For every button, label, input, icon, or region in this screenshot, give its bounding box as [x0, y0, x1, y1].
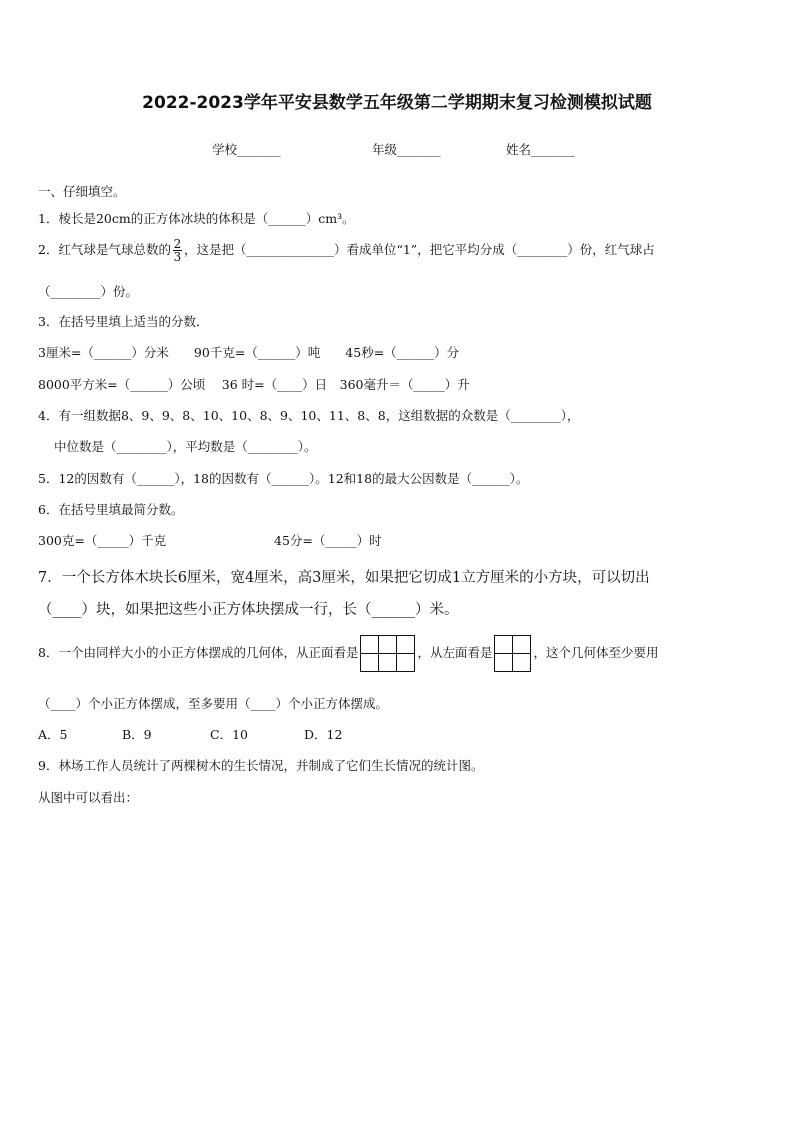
question-5: 5．12的因数有（______），18的因数有（______）。12和18的最大公因数是（______）。 — [38, 471, 529, 486]
front-view-figure — [360, 635, 415, 672]
question-8 — [38, 635, 659, 672]
question-9-line2: 从图中可以看出： — [38, 790, 139, 805]
page-title: 2022-2023学年平安县数学五年级第二学期期末复习检测模拟试题 — [142, 93, 652, 113]
question-8-post: ，这个几何体至少要用 — [533, 645, 659, 660]
left-view-figure — [494, 635, 531, 672]
question-8-mid: ，从左面看是 — [417, 645, 493, 660]
question-6-item-b: 45分=（_____）时 — [274, 533, 382, 548]
question-4-line2: 中位数是（________），平均数是（________）。 — [54, 439, 317, 454]
question-2-post: ，这是把（______________）看成单位“1”，把它平均分成（________）份，红气球占 — [183, 242, 655, 257]
grade-field: 年级_______ — [372, 142, 441, 157]
question-2 — [38, 238, 655, 263]
question-2-line2: （________）份。 — [38, 284, 139, 299]
question-8-line2: （____）个小正方体摆成，至多要用（____）个小正方体摆成。 — [38, 696, 389, 711]
question-1: 1．棱长是20cm的正方体冰块的体积是（______）cm³。 — [38, 211, 355, 226]
question-6-item-a: 300克=（_____）千克 — [38, 533, 167, 548]
school-field: 学校_______ — [212, 142, 281, 157]
option-a: A．5 — [38, 727, 68, 742]
question-9-line1: 9．林场工作人员统计了两棵树木的生长情况，并制成了它们生长情况的统计图。 — [38, 758, 484, 773]
section-heading: 一、仔细填空。 — [38, 184, 126, 199]
option-b: B．9 — [122, 727, 152, 742]
question-6-stem: 6．在括号里填最简分数。 — [38, 502, 184, 517]
question-3-stem: 3．在括号里填上适当的分数． — [38, 314, 209, 329]
question-7-line1: 7．一个长方体木块长6厘米，宽4厘米，高3厘米，如果把它切成1立方厘米的小方块，可以切出 — [38, 570, 650, 586]
question-3-row2: 8000平方米=（______）公顷 36 时=（____）日 360毫升＝（_____）升 — [38, 377, 470, 392]
question-8-pre: 8．一个由同样大小的小正方体摆成的几何体，从正面看是 — [38, 645, 359, 660]
option-c: C．10 — [210, 727, 248, 742]
fraction-numerator: 2 — [173, 237, 182, 251]
question-7-line2: （____）块，如果把这些小正方体块摆成一行，长（______）米。 — [38, 602, 459, 618]
fraction-denominator: 3 — [173, 250, 182, 264]
question-3-row1: 3厘米=（______）分米 90千克=（______）吨 45秒=（______）分 — [38, 345, 460, 360]
option-d: D．12 — [304, 727, 343, 742]
question-4-line1: 4．有一组数据8、9、9、8、10、10、8、9、10、11、8、8，这组数据的众数是（________）， — [38, 408, 580, 423]
name-field: 姓名_______ — [506, 142, 575, 157]
fraction — [173, 238, 182, 263]
question-2-pre: 2．红气球是气球总数的 — [38, 242, 171, 257]
